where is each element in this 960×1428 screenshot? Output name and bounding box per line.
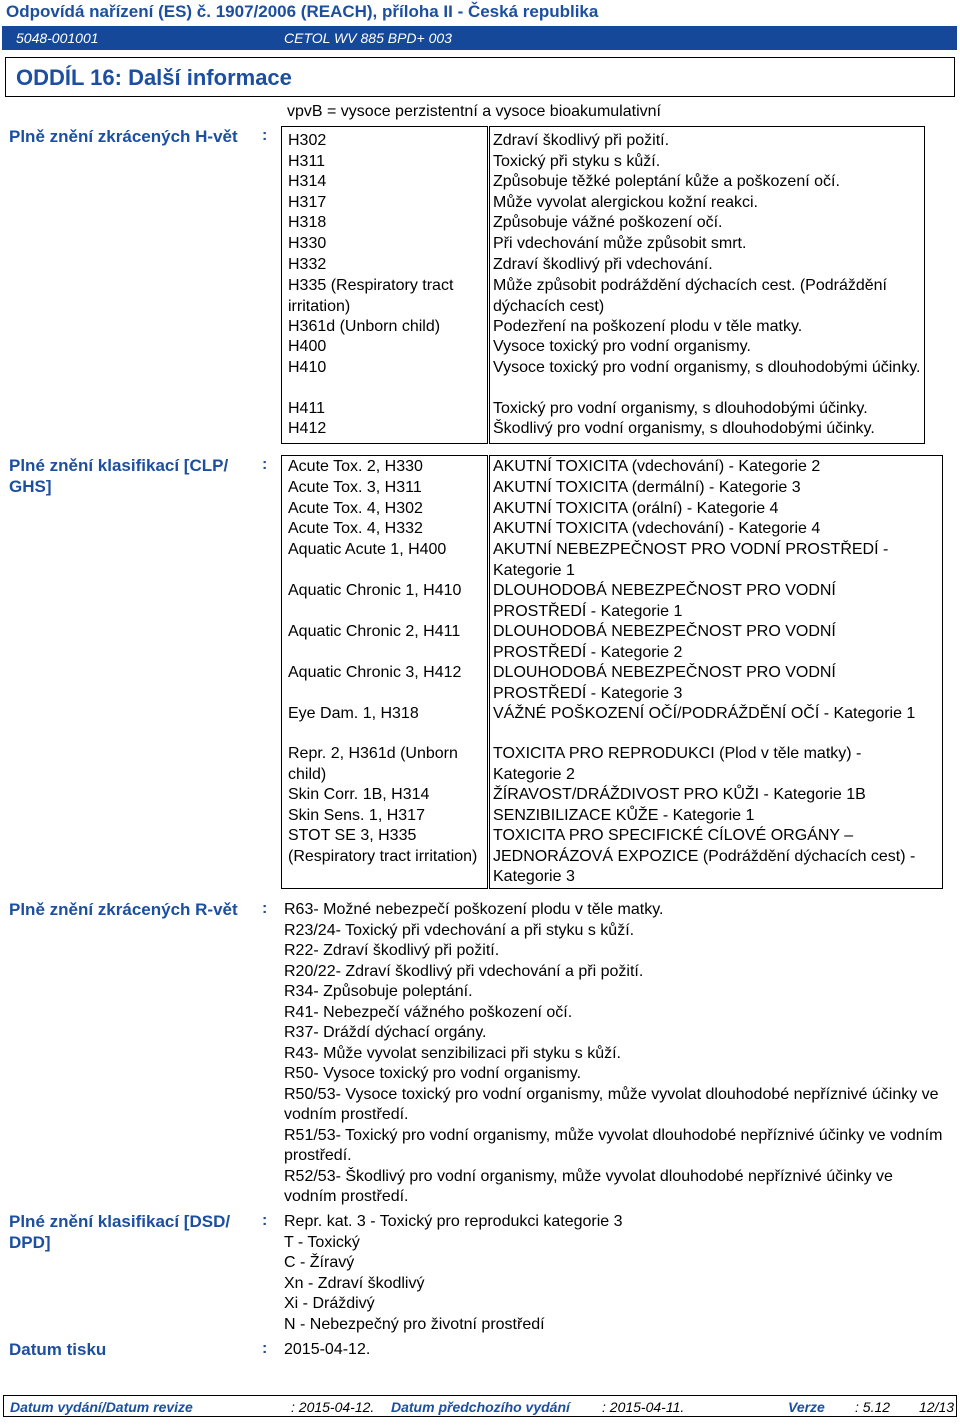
clp-text: AKUTNÍ TOXICITA (orální) - Kategorie 4 [493,500,779,517]
section-header-box [5,57,955,97]
r-statements-colon: : [262,900,268,917]
h_statements-text: Škodlivý pro vodní organismy, s dlouhodobými účinky. [493,420,875,437]
h_statements-text: Podezření na poškození plodu v těle matky. [493,318,803,335]
print-date-label: Datum tisku [9,1340,107,1359]
product-name: CETOL WV 885 BPD+ 003 [284,30,452,46]
dsd-classification: Xn - Zdraví škodlivý [284,1274,425,1292]
print-date-value: 2015-04-12. [284,1341,371,1358]
r-statement: R37- Dráždí dýchací orgány. [284,1024,487,1041]
clp-code: Aquatic Acute 1, H400 [288,541,447,558]
clp-code: Skin Corr. 1B, H314 [288,786,430,803]
version-label: Verze [788,1399,825,1415]
dsd-classification: C - Žíravý [284,1254,355,1271]
h_statements-text: Může vyvolat alergickou kožní reakci. [493,194,758,211]
h_statements-text: Zdraví škodlivý při vdechování. [493,256,713,273]
r-statement: R34- Způsobuje poleptání. [284,983,473,1000]
clp-colon: : [262,456,268,473]
h_statements-code: H314 [288,173,327,190]
h-statements-colon: : [262,127,268,144]
h_statements-code: H311 [288,153,326,170]
dsd-classification: N - Nebezpečný pro životní prostředí [284,1315,545,1333]
h_statements-code: H361d (Unborn child) [288,318,441,335]
clp-code: Acute Tox. 3, H311 [288,479,422,496]
clp-text: AKUTNÍ TOXICITA (vdechování) - Kategorie 4 [493,520,821,537]
r-statement: R50- Vysoce toxický pro vodní organismy. [284,1065,582,1082]
dsd-colon: : [262,1212,268,1229]
r-statement: R22- Zdraví škodlivý při požití. [284,942,500,959]
page-number: 12/13 [919,1399,955,1415]
clp-text: VÁŽNÉ POŠKOZENÍ OČÍ/PODRÁŽDĚNÍ OČÍ - Kategorie 1 [493,705,916,722]
h_statements-code: H302 [288,132,327,149]
clp-text: AKUTNÍ TOXICITA (dermální) - Kategorie 3 [493,479,801,496]
h_statements-text: Při vdechování může způsobit smrt. [493,235,747,252]
h_statements-code: H412 [288,420,327,437]
clp-code: Aquatic Chronic 2, H411 [288,623,461,640]
clp-text: DLOUHODOBÁ NEBEZPEČNOST PRO VODNÍ PROSTŘEDÍ - Kategorie 1 [493,582,836,620]
h_statements-code: H335 (Respiratory tract irritation) [288,277,454,315]
h_statements-code: H400 [288,338,327,355]
version-value: : 5.12 [855,1399,891,1415]
clp-code: Acute Tox. 4, H332 [288,520,423,537]
clp-code: STOT SE 3, H335 (Respiratory tract irritation) [288,827,478,865]
clp-text: DLOUHODOBÁ NEBEZPEČNOST PRO VODNÍ PROSTŘEDÍ - Kategorie 2 [493,623,836,661]
h_statements-text: Způsobuje vážné poškození očí. [493,214,723,231]
clp-code: Aquatic Chronic 3, H412 [288,664,462,681]
print-date-colon: : [262,1340,268,1357]
clp-text: TOXICITA PRO SPECIFICKÉ CÍLOVÉ ORGÁNY – JEDNORÁZOVÁ EXPOZICE (Podráždění dýchacích cest) - Kategorie 3 [493,827,916,885]
h_statements-code: H411 [288,400,326,417]
clp-code: Aquatic Chronic 1, H410 [288,582,462,599]
h_statements-text: Vysoce toxický pro vodní organismy, s dlouhodobými účinky. [493,359,921,376]
product-bar [2,26,957,50]
h_statements-text: Vysoce toxický pro vodní organismy. [493,338,751,355]
r-statement: R20/22- Zdraví škodlivý při vdechování a při požití. [284,962,644,980]
r-statements-list [284,900,944,1208]
r-statement: R41- Nebezpečí vážného poškození očí. [284,1003,573,1021]
r-statement: R43- Může vyvolat senzibilizaci při styku s kůží. [284,1044,621,1062]
dsd-list [284,1212,944,1335]
h_statements-text: Toxický pro vodní organismy, s dlouhodobými účinky. [493,400,868,417]
section-title: ODDÍL 16: Další informace [16,65,292,90]
issue-date-label: Datum vydání/Datum revize [10,1399,193,1415]
clp-code: Acute Tox. 2, H330 [288,458,423,475]
dsd-classification: Repr. kat. 3 - Toxický pro reprodukci kategorie 3 [284,1213,623,1230]
r-statements-label: Plně znění zkrácených R-vět [9,900,238,919]
issue-date-value: : 2015-04-12. [291,1399,375,1415]
clp-text: ŽÍRAVOST/DRÁŽDIVOST PRO KŮŽI - Kategorie 1B [493,786,866,803]
h_statements-code: H410 [288,359,327,376]
h-statements-label: Plně znění zkrácených H-vět [9,127,238,146]
h_statements-text: Toxický při styku s kůží. [493,153,661,170]
dsd-label: Plné znění klasifikací [DSD/ DPD] [9,1212,231,1252]
h_statements-text: Může způsobit podráždění dýchacích cest. (Podráždění dýchacích cest) [493,277,887,315]
clp-text: SENZIBILIZACE KŮŽE - Kategorie 1 [493,807,755,824]
r-statement: R51/53- Toxický pro vodní organismy, může vyvolat dlouhodobé nepříznivé účinky ve vodním prostředí. [284,1126,943,1164]
h_statements-code: H318 [288,214,327,231]
clp-text: TOXICITA PRO REPRODUKCI (Plod v těle matky) - Kategorie 2 [493,745,862,783]
clp-text: DLOUHODOBÁ NEBEZPEČNOST PRO VODNÍ PROSTŘEDÍ - Kategorie 3 [493,664,836,702]
dsd-classification: T - Toxický [284,1233,360,1251]
clp-code: Repr. 2, H361d (Unborn child) [288,745,458,783]
product-code: 5048-001001 [16,30,99,46]
vpvb-definition: vpvB = vysoce perzistentní a vysoce bioakumulativní [287,103,661,120]
r-statement: R52/53- Škodlivý pro vodní organismy, může vyvolat dlouhodobé nepříznivé účinky ve vodním prostředí. [284,1167,893,1205]
r-statement: R63- Možné nebezpečí poškození plodu v těle matky. [284,901,664,918]
h_statements-text: Způsobuje těžké poleptání kůže a poškození očí. [493,173,840,190]
clp-code: Skin Sens. 1, H317 [288,807,425,824]
dsd-classification: Xi - Dráždivý [284,1295,375,1312]
h_statements-code: H332 [288,256,327,273]
h_statements-code: H330 [288,235,327,252]
footer-bar [3,1395,957,1417]
clp-code: Acute Tox. 4, H302 [288,500,423,517]
r-statement: R50/53- Vysoce toxický pro vodní organismy, může vyvolat dlouhodobé nepříznivé účinky ve vodním prostředí. [284,1085,939,1123]
r-statement: R23/24- Toxický při vdechování a při styku s kůží. [284,921,635,939]
h_statements-code: H317 [288,194,327,211]
clp-text: AKUTNÍ TOXICITA (vdechování) - Kategorie 2 [493,458,821,475]
clp-text: AKUTNÍ NEBEZPEČNOST PRO VODNÍ PROSTŘEDÍ - Kategorie 1 [493,541,889,579]
previous-date-value: : 2015-04-11. [602,1399,685,1415]
regulation-title: Odpovídá nařízení (ES) č. 1907/2006 (REACH), příloha II - Česká republika [6,2,599,21]
previous-date-label: Datum předchozího vydání [391,1399,570,1415]
clp-label: Plné znění klasifikací [CLP/ GHS] [9,456,229,496]
clp-code: Eye Dam. 1, H318 [288,705,419,722]
h_statements-text: Zdraví škodlivý při požití. [493,132,670,149]
